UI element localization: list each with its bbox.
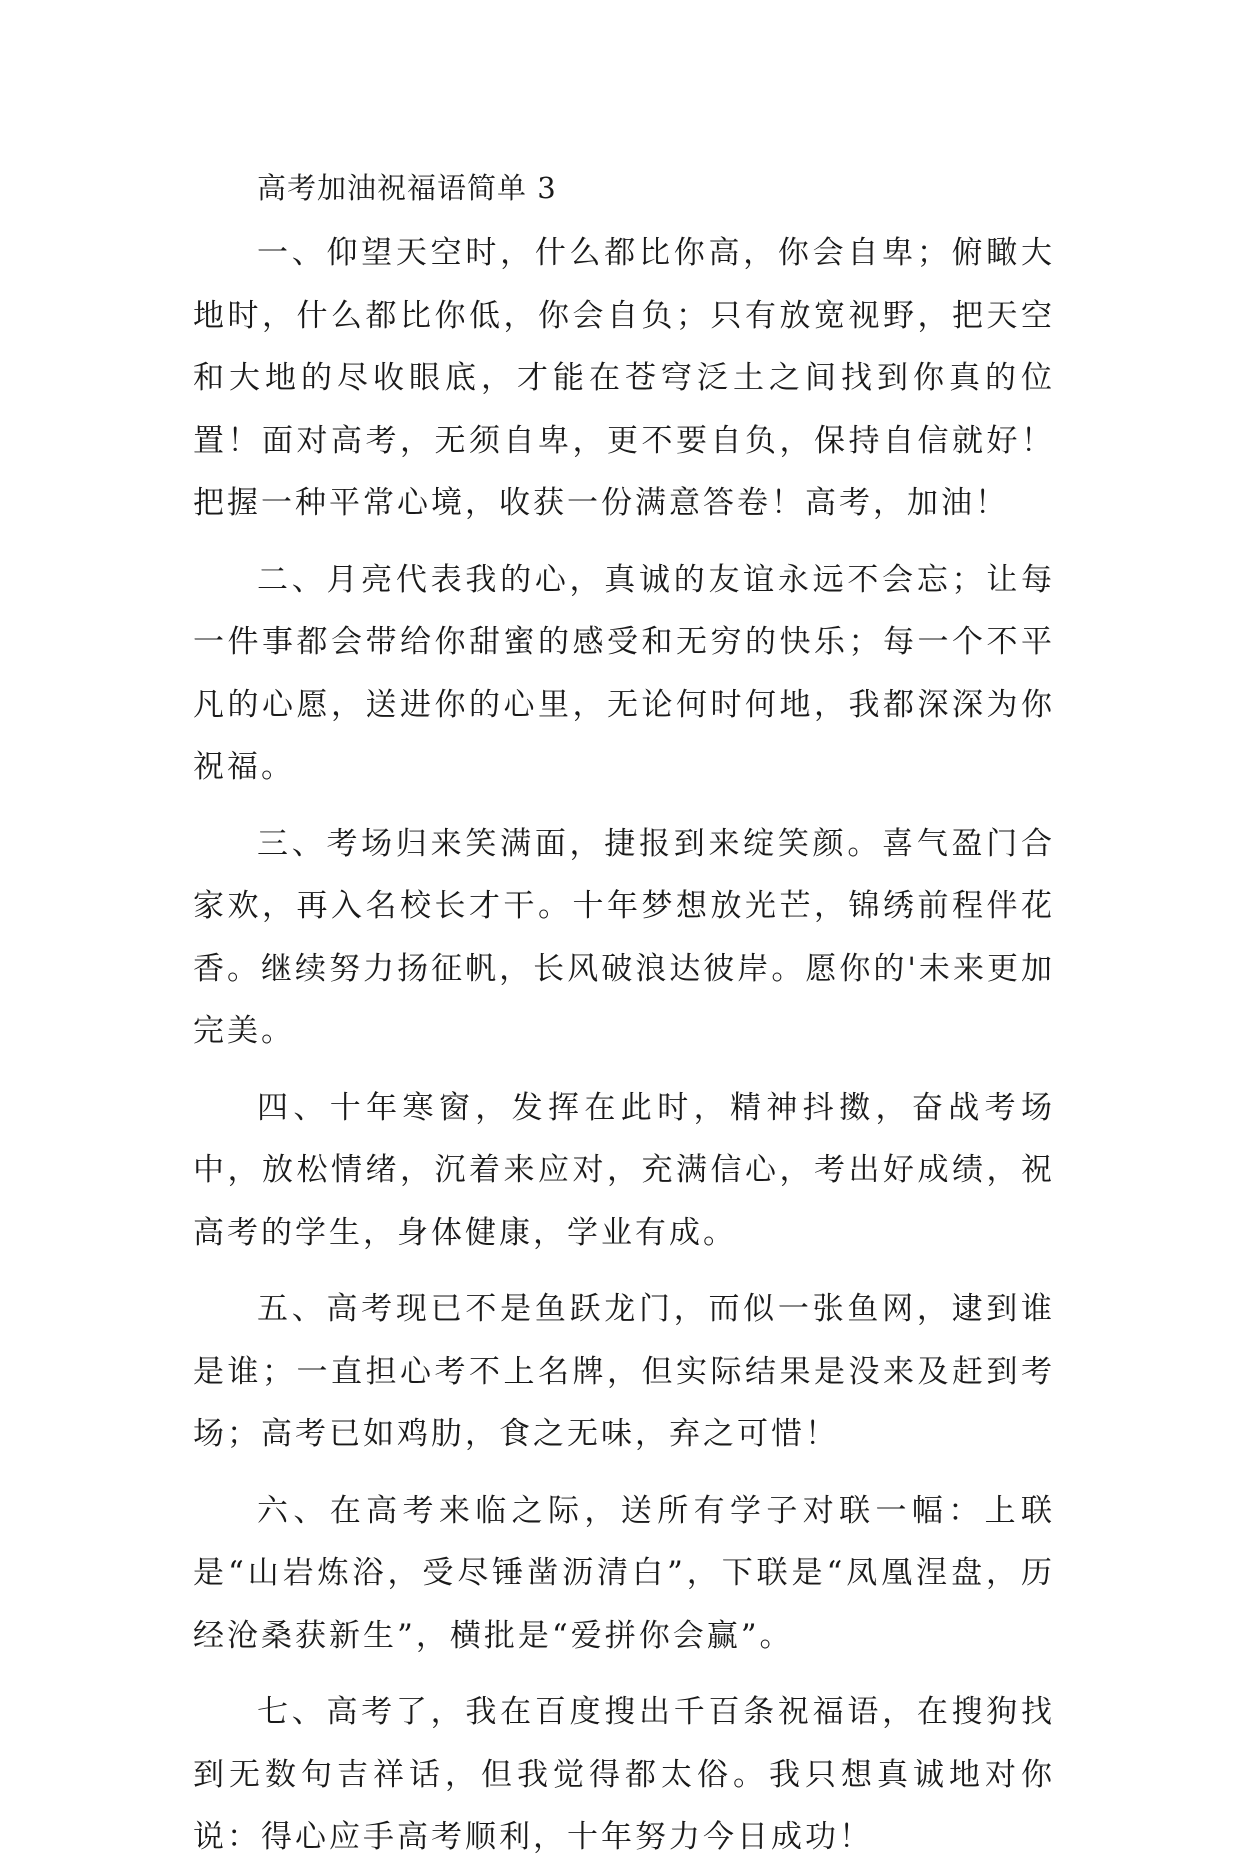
paragraph-5: 五、高考现已不是鱼跃龙门，而似一张鱼网，逮到谁是谁；一直担心考不上名牌，但实际结果是没来及赶到考场；高考已如鸡肋，食之无味，弃之可惜！ (193, 1291, 1055, 1452)
document-body (193, 162, 1055, 1869)
paragraph-1: 一、仰望天空时，什么都比你高，你会自卑；俯瞰大地时，什么都比你低，你会自负；只有放宽视野，把天空和大地的尽收眼底，才能在苍穹泛土之间找到你真的位置！面对高考，无须自卑，更不要自负，保持自信就好！把握一种平常心境，收获一份满意答卷！高考，加油！ (193, 235, 1055, 521)
paragraph-2: 二、月亮代表我的心，真诚的友谊永远不会忘；让每一件事都会带给你甜蜜的感受和无穷的快乐；每一个不平凡的心愿，送进你的心里，无论何时何地，我都深深为你祝福。 (193, 561, 1055, 785)
paragraph-7: 七、高考了，我在百度搜出千百条祝福语，在搜狗找到无数句吉祥话，但我觉得都太俗。我只想真诚地对你说：得心应手高考顺利，十年努力今日成功！ (193, 1694, 1055, 1855)
paragraph-6: 六、在高考来临之际，送所有学子对联一幅：上联是“山岩炼浴，受尽锤凿沥清白”，下联是“凤凰涅盘，历经沧桑获新生”，横批是“爱拼你会赢”。 (193, 1492, 1055, 1654)
paragraph-3: 三、考场归来笑满面，捷报到来绽笑颜。喜气盈门合家欢，再入名校长才干。十年梦想放光芒，锦绣前程伴花香。继续努力扬征帆，长风破浪达彼岸。愿你的'未来更加完美。 (193, 825, 1055, 1049)
document-title: 高考加油祝福语简单 3 (257, 171, 557, 205)
paragraph-4: 四、十年寒窗，发挥在此时，精神抖擞，奋战考场中，放松情绪，沉着来应对，充满信心，考出好成绩，祝高考的学生，身体健康，学业有成。 (193, 1089, 1055, 1251)
